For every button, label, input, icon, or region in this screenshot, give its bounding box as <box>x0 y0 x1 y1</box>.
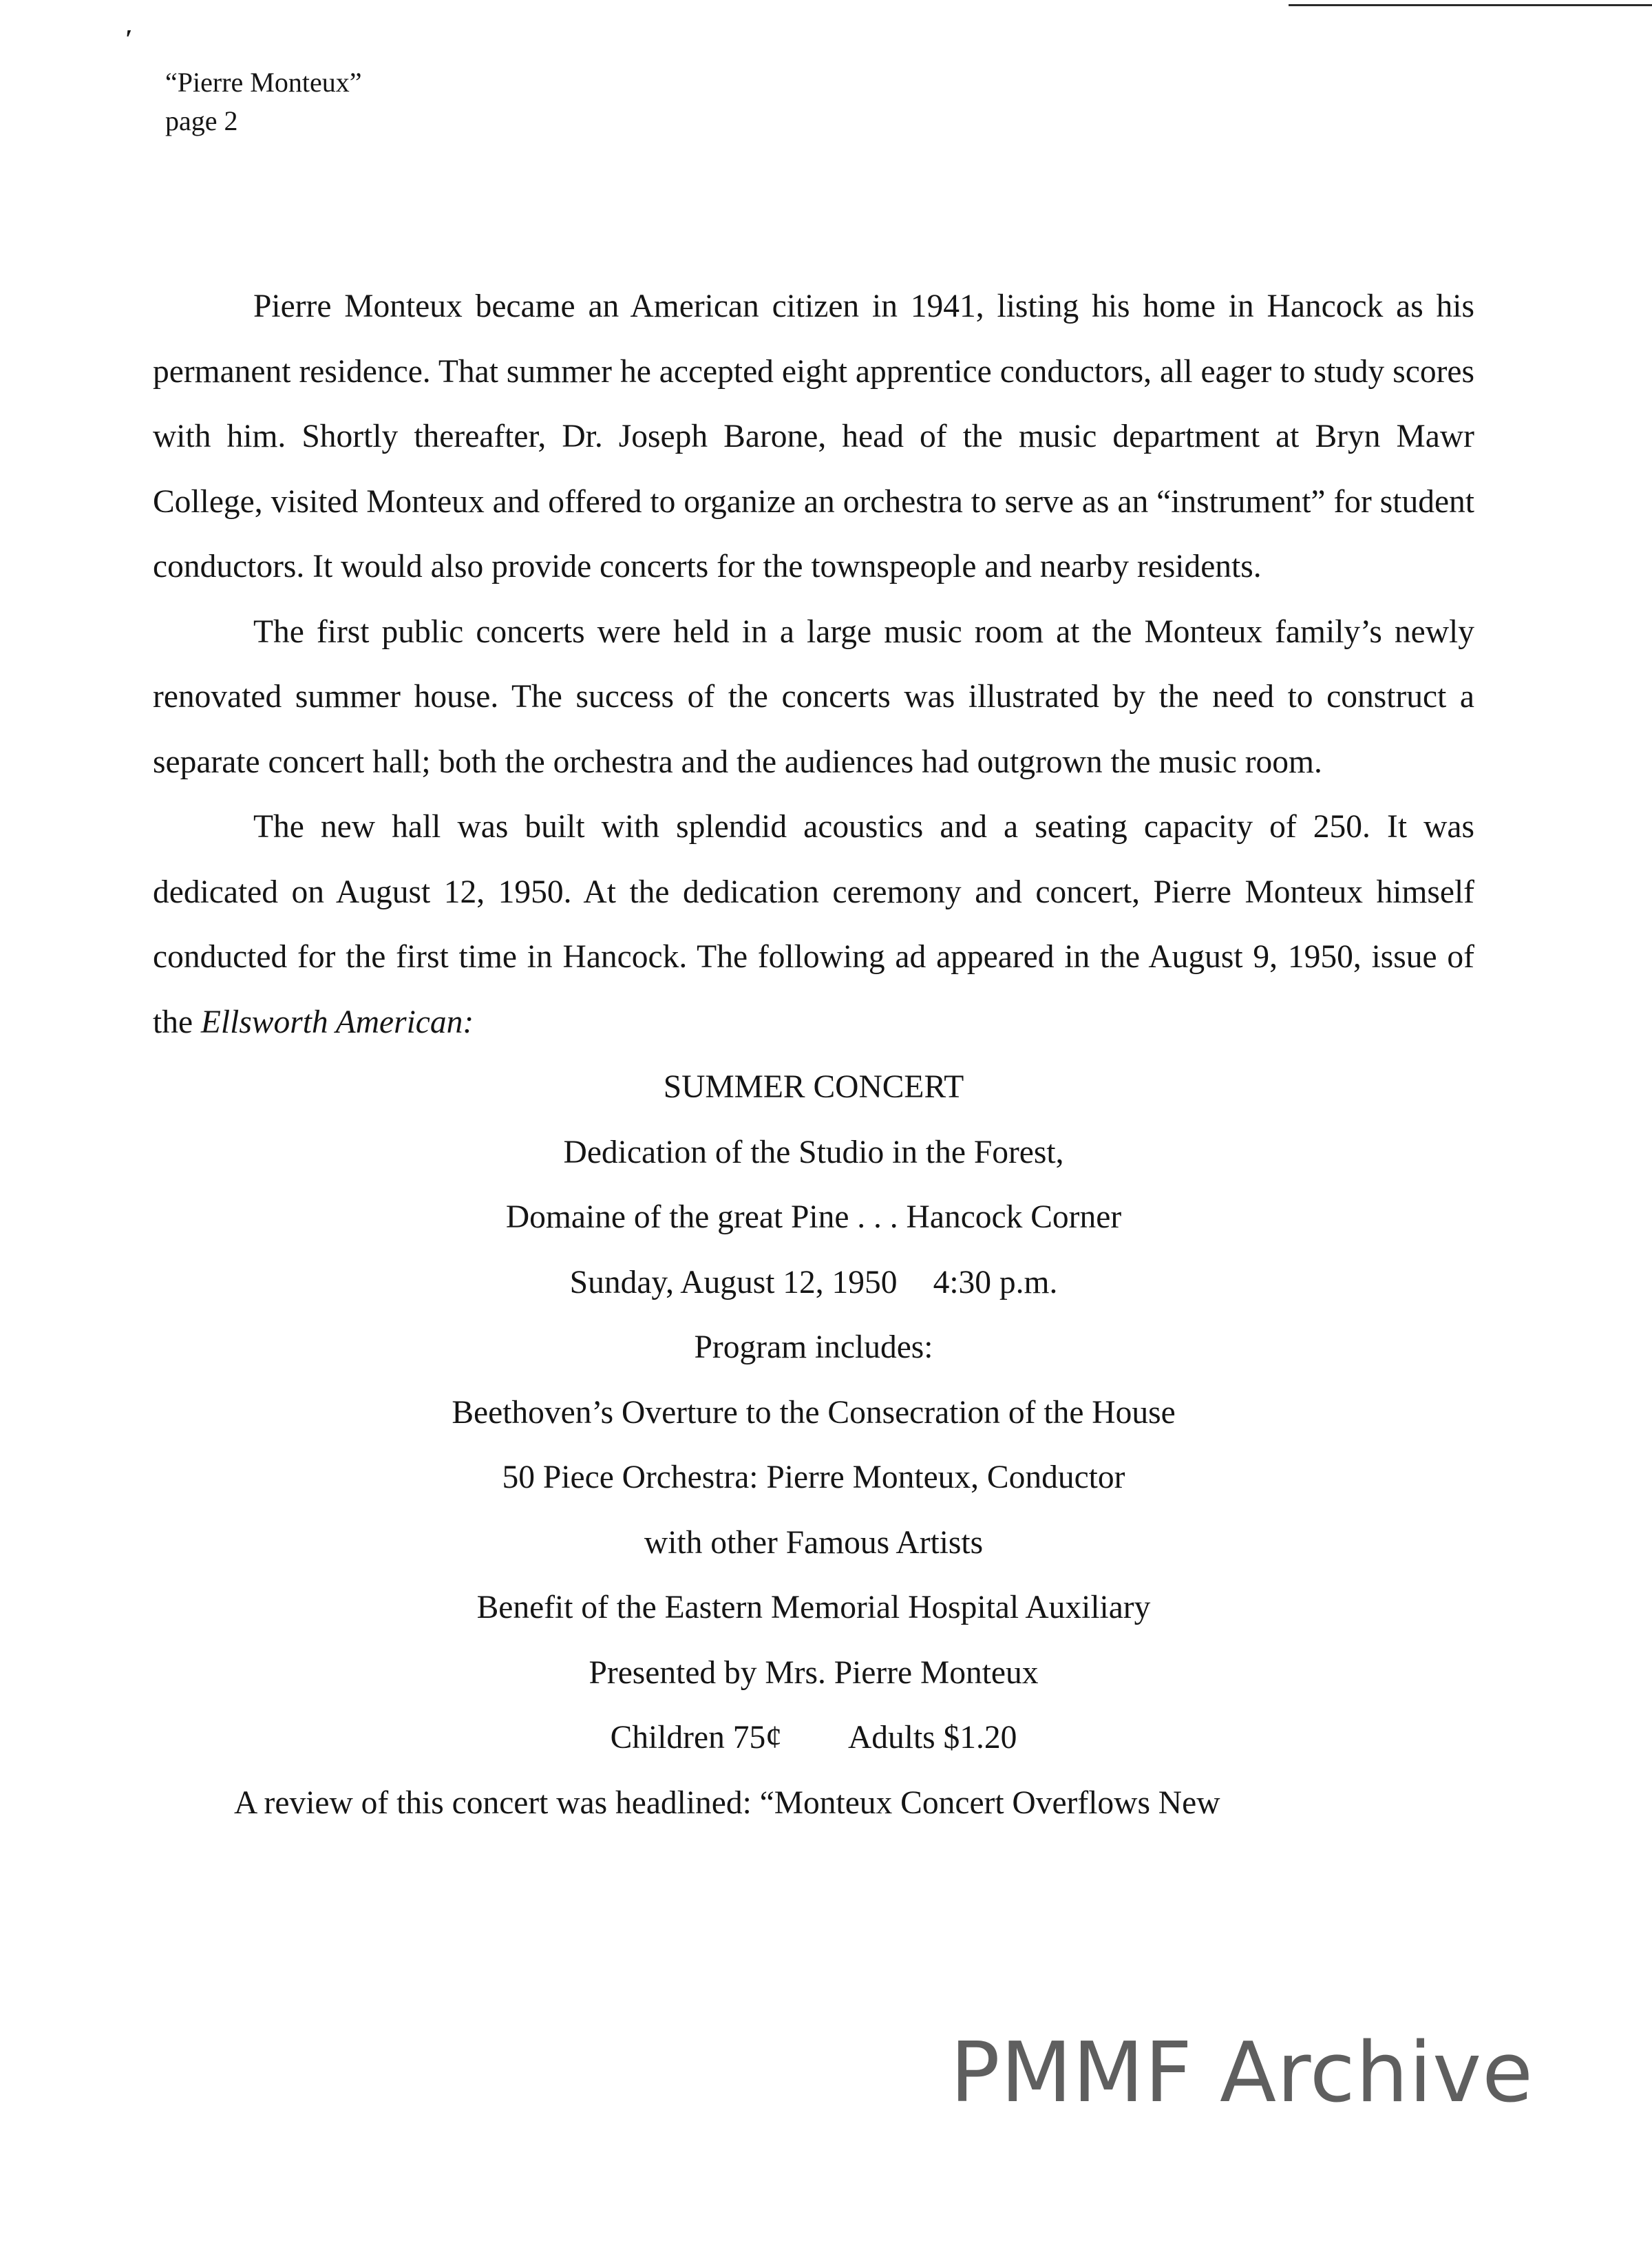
ad-dedication: Dedication of the Studio in the Forest, <box>563 1134 1064 1170</box>
paragraph-citizenship: Pierre Monteux became an American citizen in 1941, listing his home in Hancock as his permanent residence. That summer he accepted eight apprentice conductors, all eager to study scores with him. Shortly thereafter, Dr. Joseph Barone, head of the music department at Bryn Mawr College, visited Monteux and offered to organize an orchestra to serve as an “instrument” for student conductors. It would also provide concerts for the townspeople and nearby residents. <box>153 288 1474 584</box>
publication-name: Ellsworth American: <box>200 1004 474 1040</box>
ad-price-adults: Adults $1.20 <box>847 1720 1017 1756</box>
paragraph-new-hall-text: The new hall was built with splendid acoustics and a seating capacity of 250. It was dedicated on August 12, 1950. At the dedication ceremony and concert, Pierre Monteux himself conducted for the first time in Hancock. The following ad appeared in the August 9, 1950, issue of the <box>153 809 1474 1040</box>
paragraph-review: A review of this concert was headlined: “Monteux Concert Overflows New <box>234 1784 1220 1821</box>
ad-time: 4:30 p.m. <box>933 1264 1058 1300</box>
ad-artists: with other Famous Artists <box>644 1524 984 1561</box>
concert-ad <box>153 1055 1474 1771</box>
ad-benefit: Benefit of the Eastern Memorial Hospital Auxiliary <box>476 1590 1151 1625</box>
ad-presenter: Presented by Mrs. Pierre Monteux <box>589 1654 1039 1691</box>
scan-speck: ′ <box>125 25 133 54</box>
ad-price-children: Children 75¢ <box>610 1720 782 1756</box>
scan-edge-line <box>1289 4 1652 6</box>
paragraph-new-hall <box>153 794 1474 1055</box>
header-page-number: page 2 <box>165 105 238 136</box>
page-header <box>165 63 361 140</box>
ad-location: Domaine of the great Pine . . . Hancock Corner <box>505 1199 1122 1235</box>
ad-datetime <box>153 1250 1474 1316</box>
ad-heading: SUMMER CONCERT <box>663 1069 964 1105</box>
archive-watermark: PMMF Archive <box>950 2025 1534 2121</box>
ad-program-label: Program includes: <box>694 1329 933 1365</box>
ad-program-piece: Beethoven’s Overture to the Consecration of the House <box>452 1394 1176 1431</box>
paragraph-first-concerts: The first public concerts were held in a large music room at the Monteux family’s newly renovated summer house. The success of the concerts was illustrated by the need to construct a separate concert hall; both the orchestra and the audiences had outgrown the music room. <box>153 613 1474 780</box>
ad-orchestra: 50 Piece Orchestra: Pierre Monteux, Conductor <box>502 1459 1125 1495</box>
document-body <box>153 274 1474 1835</box>
ad-prices <box>153 1705 1474 1771</box>
header-title: “Pierre Monteux” <box>165 67 362 98</box>
ad-date: Sunday, August 12, 1950 <box>569 1264 898 1300</box>
